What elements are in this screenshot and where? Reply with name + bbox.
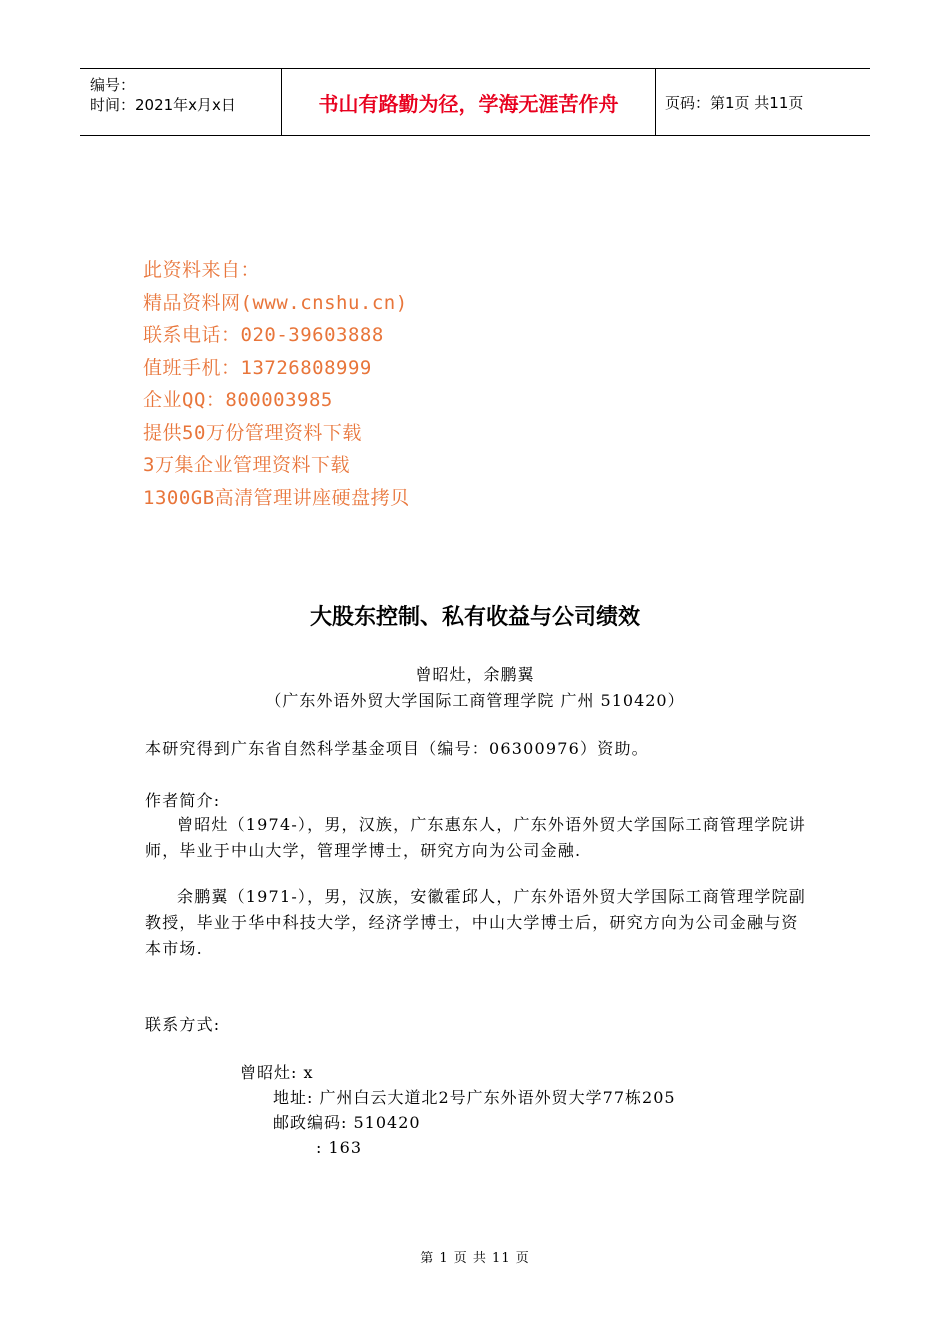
contact-email: : 163 (316, 1138, 363, 1157)
article-authors: 曾昭灶，余鹏翼 (415, 665, 535, 684)
advert-line: 精品资料网(www.cnshu.cn) (143, 291, 408, 314)
contact-name: 曾昭灶: x (240, 1063, 314, 1082)
advert-line: 提供50万份管理资料下载 (143, 421, 362, 444)
advert-line: 1300GB高清管理讲座硬盘拷贝 (143, 486, 410, 509)
page-footer: 第 1 页 共 11 页 (420, 1251, 530, 1266)
header-meta-cell (80, 69, 282, 135)
header-page-info: 页码：第1页 共11页 (665, 93, 804, 112)
advert-line: 联系电话：020-39603888 (143, 324, 384, 346)
article-affiliation: （广东外语外贸大学国际工商管理学院 广州 510420） (265, 691, 685, 710)
author-bio-1: 曾昭灶（1974-），男，汉族，广东惠东人，广东外语外贸大学国际工商管理学院讲师，毕业于中山大学，管理学博士，研究方向为公司金融. (145, 815, 806, 860)
funding-note: 本研究得到广东省自然科学基金项目（编号：06300976）资助。 (145, 739, 649, 758)
contact-address: 地址: 广州白云大道北2号广东外语外贸大学77栋205 (273, 1088, 676, 1107)
advert-line: 企业QQ：800003985 (143, 389, 333, 411)
source-advert-block (143, 254, 410, 514)
bio-heading: 作者简介: (145, 791, 221, 810)
article-title: 大股东控制、私有收益与公司绩效 (309, 605, 640, 630)
advert-line: 值班手机：13726808999 (143, 356, 372, 379)
contact-postcode: 邮政编码: 510420 (273, 1113, 421, 1132)
author-bio-2: 余鹏翼（1971-），男，汉族，安徽霍邱人，广东外语外贸大学国际工商管理学院副教授，毕业于华中科技大学，经济学博士，中山大学博士后，研究方向为公司金融与资本市场. (145, 887, 806, 958)
document-header-table (80, 68, 870, 136)
document-number-label: 编号： (90, 76, 136, 94)
contact-heading: 联系方式: (145, 1015, 221, 1034)
advert-line: 此资料来自： (143, 259, 261, 281)
advert-line: 3万集企业管理资料下载 (143, 454, 350, 476)
header-motto: 书山有路勤为径，学海无涯苦作舟 (282, 69, 656, 135)
document-time-label: 时间：2021年x月x日 (90, 96, 236, 114)
